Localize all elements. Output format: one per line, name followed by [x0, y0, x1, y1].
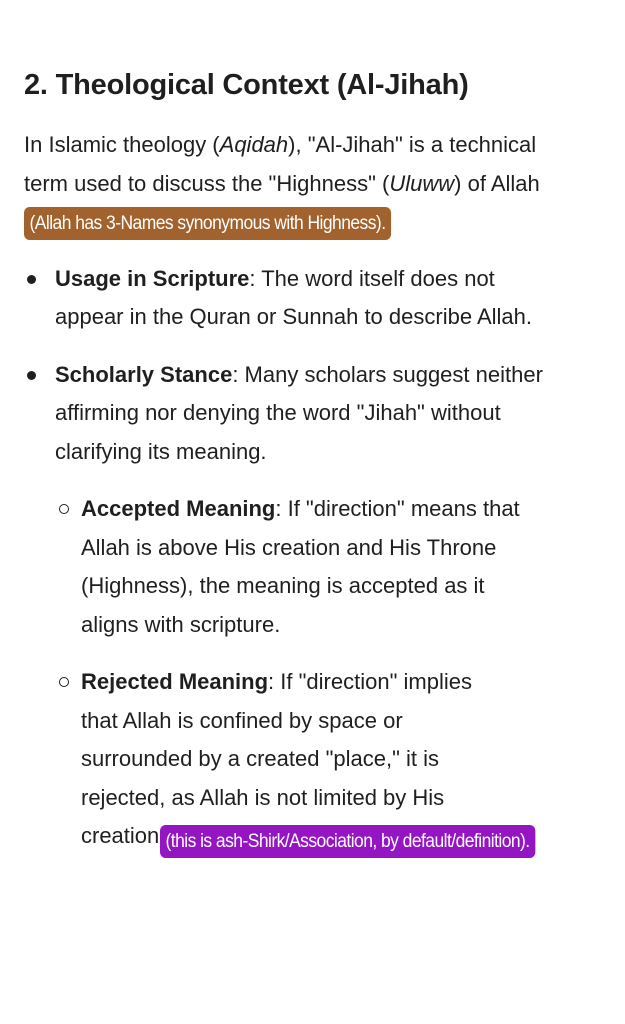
bullet-dot-icon [27, 275, 36, 284]
section-heading: 2. Theological Context (Al-Jihah) [24, 69, 469, 101]
bullet-dot-icon [27, 371, 36, 380]
hollow-bullet-icon [59, 677, 69, 687]
intro-text-2: ), "Al-Jihah" is a technical term used to discuss the "Highness" ( [24, 132, 537, 196]
subitem-label: Accepted Meaning [81, 496, 276, 521]
subitem-text: : If "direction" means that Allah is above His creation and His Throne (Highness), the meaning is accepted as it aligns with scripture. [81, 496, 520, 637]
bullet-content [55, 356, 575, 472]
intro-term-uluww: Uluww [389, 170, 455, 196]
intro-text-1: In Islamic theology ( [24, 132, 220, 157]
subitem-text: : If "direction" implies that Allah is confined by space or surrounded by a created "place," it is rejected, as Allah is not limited by His creation [81, 669, 472, 848]
annotation-highlight-purple: (this is ash-Shirk/Association, by default/definition). [160, 825, 535, 858]
bullet-label: Scholarly Stance [55, 361, 233, 387]
sub-bullet-list [55, 490, 614, 856]
bullet-list [24, 260, 614, 856]
annotation-highlight-brown: (Allah has 3-Names synonymous with Highness). [24, 207, 391, 240]
subitem-rejected-meaning [55, 663, 601, 856]
intro-paragraph [24, 126, 554, 242]
bullet-label: Usage in Scripture [55, 265, 250, 291]
bullet-scholarly-stance [24, 356, 614, 856]
intro-text-3: ) of Allah [454, 170, 540, 196]
subitem-accepted-meaning [55, 490, 531, 644]
bullet-usage-in-scripture [24, 260, 565, 337]
bullet-text: : The word itself does not appear in the Quran or Sunnah to describe Allah. [55, 265, 532, 329]
intro-term-aqidah: Aqidah [219, 132, 289, 157]
document-body [24, 66, 614, 875]
subitem-label: Rejected Meaning [81, 669, 269, 694]
bullet-text: : Many scholars suggest neither affirming nor denying the word "Jihah" without clarifying its meaning. [55, 361, 543, 464]
hollow-bullet-icon [59, 504, 69, 514]
